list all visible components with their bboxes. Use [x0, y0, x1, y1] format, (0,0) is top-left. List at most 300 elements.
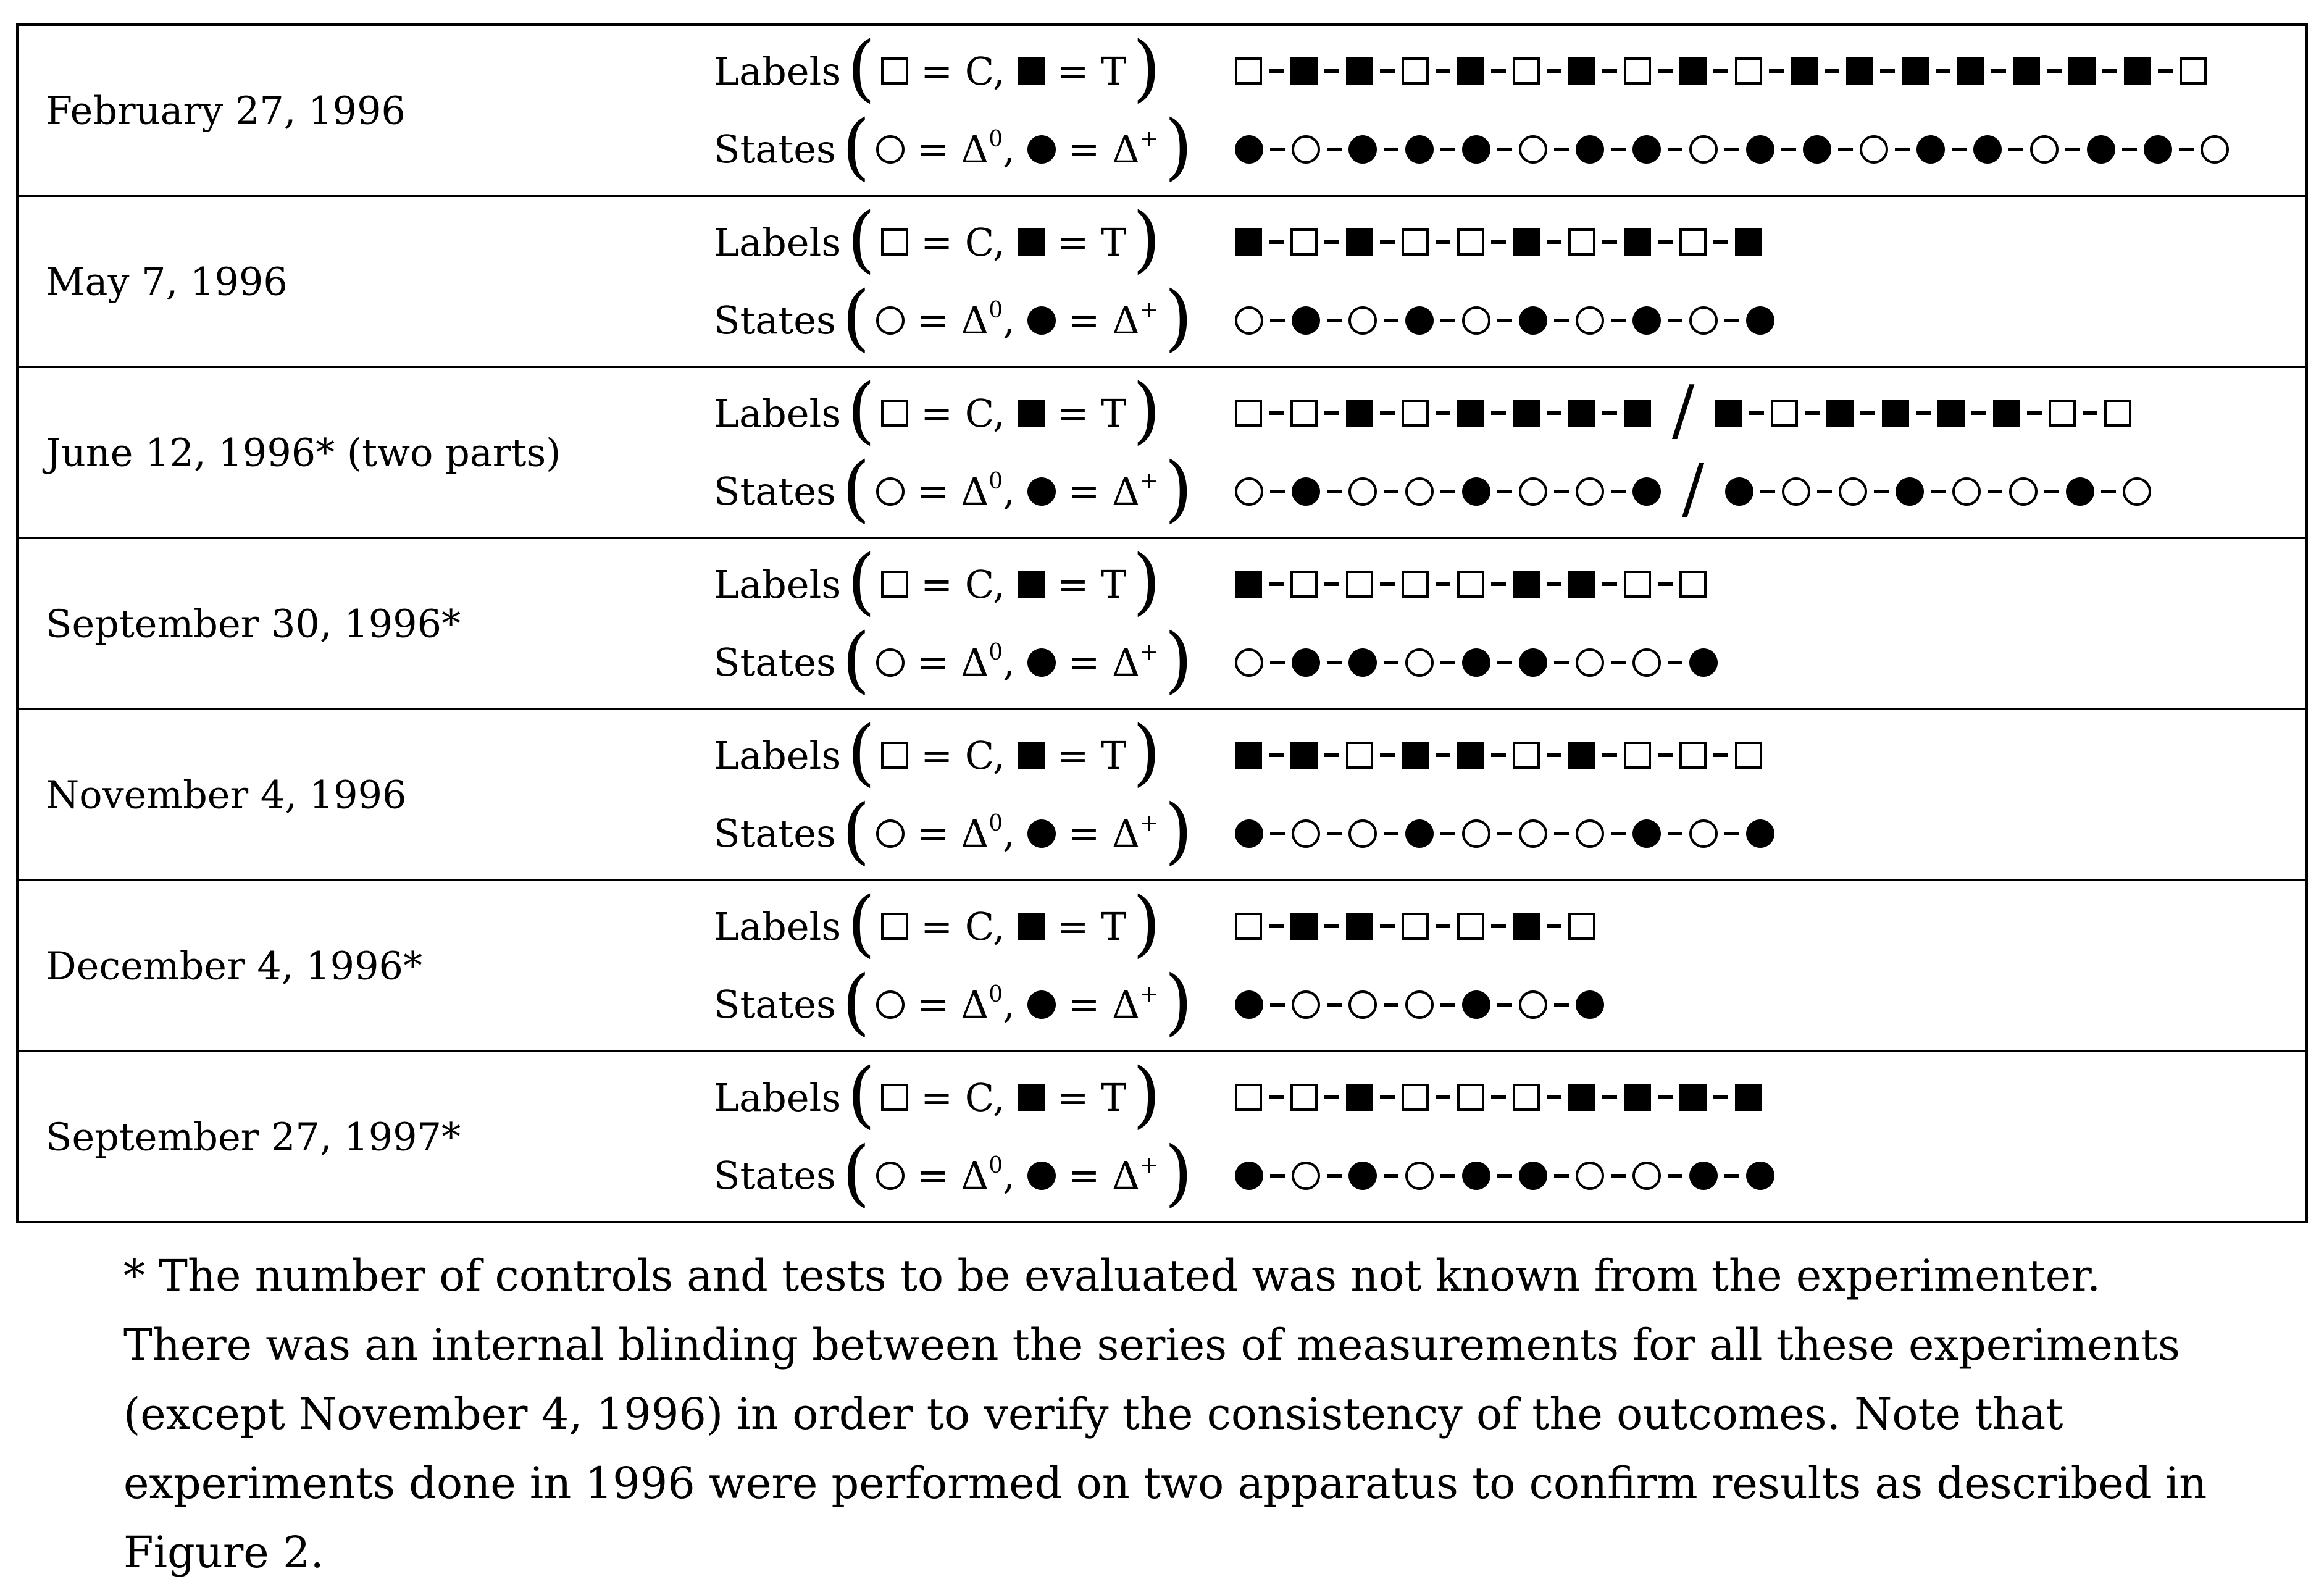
legend-test-item: [1018, 733, 1127, 778]
test-label-filled-square-icon: [1846, 57, 1873, 85]
deltaplus-sup: +: [1139, 298, 1159, 324]
delta-zero-open-circle-icon: [1519, 477, 1547, 506]
legend-delta0-text: [905, 640, 1015, 685]
open-square-icon: [881, 1084, 908, 1111]
experiment-date: December 4, 1996*: [46, 943, 422, 988]
sequence-dash: [1384, 832, 1398, 835]
control-label-open-square-icon: [1679, 742, 1707, 769]
control-label-open-square-icon: [1735, 742, 1762, 769]
open-square-icon: [881, 913, 908, 940]
states-legend: [714, 104, 1235, 188]
labels-sequence: [1235, 571, 2305, 598]
labels-legend-word: Labels: [714, 903, 842, 949]
sequence-dash: [1749, 411, 1764, 415]
control-label-open-square-icon: [1624, 742, 1651, 769]
legend-open-paren: (: [847, 711, 876, 795]
sequence-dash: [1547, 69, 1561, 73]
deltaplus-sup: +: [1139, 127, 1159, 153]
labels-part-1: [1235, 571, 1707, 598]
test-label-filled-square-icon: [1735, 228, 1762, 256]
control-label-open-square-icon: [1290, 571, 1318, 598]
states-sequence: [1235, 135, 2305, 164]
delta-zero-open-circle-icon: [1405, 990, 1434, 1019]
sequence-dash: [1769, 69, 1784, 73]
deltaplus-eq: = Δ: [1055, 127, 1140, 172]
sequence-dash: [1497, 661, 1512, 664]
test-label-filled-square-icon: [1513, 913, 1540, 940]
sequence-dash: [1611, 148, 1626, 151]
sequence-dash: [1491, 240, 1506, 244]
delta-zero-open-circle-icon: [2123, 477, 2151, 506]
test-label-filled-square-icon: [1624, 400, 1651, 427]
delta0-sup: 0: [989, 469, 1003, 495]
test-label-filled-square-icon: [1457, 57, 1484, 85]
test-label-filled-square-icon: [1290, 57, 1318, 85]
control-label-open-square-icon: [1235, 913, 1262, 940]
filled-square-icon: [1018, 400, 1045, 427]
legend-open-paren: (: [847, 27, 876, 111]
sequence-dash: [2083, 411, 2097, 415]
sequence-dash: [1269, 240, 1284, 244]
delta-plus-filled-circle-icon: [1746, 135, 1774, 164]
legend-close-paren: ): [1164, 789, 1193, 873]
delta-zero-open-circle-icon: [1462, 819, 1490, 848]
sequence-dash: [1658, 240, 1673, 244]
delta0-eq: = Δ: [905, 127, 989, 172]
delta0-comma: ,: [1003, 127, 1015, 172]
states-line: [714, 1131, 2305, 1221]
states-sequence: [1235, 450, 2305, 527]
delta-zero-open-circle-icon: [1576, 648, 1604, 677]
control-label-open-square-icon: [1290, 400, 1318, 427]
sequence-dash: [1327, 319, 1342, 322]
legend-close-paren: ): [1164, 104, 1193, 188]
sequence-dash: [1269, 69, 1284, 73]
labels-legend: [714, 27, 1235, 111]
delta-zero-open-circle-icon: [1839, 477, 1867, 506]
states-part-1: [1235, 306, 1774, 335]
footnotes: [123, 1241, 2247, 1587]
legend-open-paren: (: [842, 1131, 871, 1215]
legend-close-paren: ): [1164, 618, 1193, 701]
labels-line: [714, 539, 2305, 624]
open-circle-icon: [876, 648, 905, 677]
labels-line: [714, 26, 2305, 111]
sequence-dash: [1491, 69, 1506, 73]
delta0-eq: = Δ: [905, 982, 989, 1028]
sequence-dash: [1270, 490, 1285, 493]
deltaplus-eq: = Δ: [1055, 1153, 1140, 1199]
sequence-dash: [2065, 148, 2080, 151]
legend-test-text: = T: [1044, 732, 1127, 778]
states-line: [714, 789, 2305, 879]
labels-legend: [714, 540, 1235, 624]
filled-circle-icon: [1027, 135, 1056, 164]
test-label-filled-square-icon: [1457, 400, 1484, 427]
legend-open-paren: (: [847, 540, 876, 624]
legend-delta0-item: [876, 640, 1015, 685]
sequence-dash: [1380, 582, 1395, 586]
labels-sequence: [1235, 57, 2305, 85]
states-sequence: [1235, 819, 2305, 848]
legend-control-text: = C,: [908, 732, 1005, 778]
sequence-dash: [1436, 753, 1450, 757]
sequence-dash: [1384, 1174, 1398, 1178]
sequence-dash: [1324, 753, 1339, 757]
test-label-filled-square-icon: [1957, 57, 1984, 85]
sequence-dash: [2044, 490, 2059, 493]
legend-close-paren: ): [1132, 882, 1161, 966]
experiment-row: [19, 366, 2305, 537]
sequence-dash: [1931, 490, 1946, 493]
deltaplus-eq: = Δ: [1055, 982, 1140, 1028]
states-part-1: [1235, 477, 1661, 506]
sequence-dash: [1781, 148, 1796, 151]
test-label-filled-square-icon: [1568, 742, 1595, 769]
legend-control-item: [881, 391, 1005, 436]
experiment-date: September 30, 1996*: [46, 601, 461, 646]
control-label-open-square-icon: [1402, 400, 1429, 427]
delta-zero-open-circle-icon: [1348, 306, 1377, 335]
sequence-dash: [1658, 69, 1673, 73]
delta0-eq: = Δ: [905, 811, 989, 856]
sequence-dash: [1384, 1003, 1398, 1007]
sequence-dash: [1436, 240, 1450, 244]
legend-open-paren: (: [847, 1053, 876, 1137]
sequence-dash: [1327, 661, 1342, 664]
sequence-dash: [1440, 832, 1455, 835]
filled-square-icon: [1018, 913, 1045, 940]
test-label-filled-square-icon: [2124, 57, 2151, 85]
legend-control-text: = C,: [908, 1074, 1005, 1120]
open-square-icon: [881, 742, 908, 769]
sequence-dash: [1874, 490, 1889, 493]
delta-plus-filled-circle-icon: [1235, 1162, 1263, 1190]
legend-deltaplus-item: [1027, 469, 1158, 514]
sequence-dash: [1269, 411, 1284, 415]
test-label-filled-square-icon: [1993, 400, 2020, 427]
test-label-filled-square-icon: [1346, 228, 1373, 256]
delta-plus-filled-circle-icon: [2066, 477, 2094, 506]
test-label-filled-square-icon: [1624, 228, 1651, 256]
test-label-filled-square-icon: [1290, 913, 1318, 940]
legend-deltaplus-text: [1056, 982, 1158, 1027]
labels-sequence: [1235, 913, 2305, 940]
sequence-dash: [1602, 753, 1617, 757]
legend-open-paren: (: [842, 789, 871, 873]
sequence-dash: [1440, 490, 1455, 493]
delta-plus-filled-circle-icon: [1746, 1162, 1774, 1190]
sequence-dash: [1936, 69, 1950, 73]
control-label-open-square-icon: [1346, 571, 1373, 598]
labels-line: [714, 197, 2305, 282]
delta-zero-open-circle-icon: [2009, 477, 2038, 506]
test-label-filled-square-icon: [1882, 400, 1909, 427]
delta-zero-open-circle-icon: [1348, 990, 1377, 1019]
sequence-dash: [1547, 924, 1561, 928]
deltaplus-sup: +: [1139, 640, 1159, 666]
sequence-dash: [1440, 1003, 1455, 1007]
sequence-dash: [1668, 832, 1682, 835]
legend-open-paren: (: [847, 198, 876, 282]
open-circle-icon: [876, 819, 905, 848]
legend-delta0-text: [905, 811, 1015, 856]
delta0-comma: ,: [1003, 811, 1015, 856]
sequence-dash: [1860, 411, 1875, 415]
sequence-dash: [2027, 411, 2042, 415]
delta-plus-filled-circle-icon: [1292, 306, 1320, 335]
legend-test-item: [1018, 904, 1127, 949]
delta-plus-filled-circle-icon: [1292, 477, 1320, 506]
delta-plus-filled-circle-icon: [2144, 135, 2172, 164]
control-label-open-square-icon: [1457, 913, 1484, 940]
labels-line: [714, 1052, 2305, 1137]
sequence-dash: [1895, 148, 1910, 151]
states-line: [714, 446, 2305, 537]
states-line: [714, 960, 2305, 1050]
legend-deltaplus-text: [1056, 127, 1158, 172]
delta-plus-filled-circle-icon: [1803, 135, 1831, 164]
sequence-dash: [1611, 490, 1626, 493]
labels-legend: [714, 882, 1235, 966]
sequence-dash: [2158, 69, 2173, 73]
states-sequence: [1235, 1162, 2305, 1190]
delta-zero-open-circle-icon: [1292, 1162, 1320, 1190]
sequence-dash: [1825, 69, 1839, 73]
sequence-dash: [1602, 411, 1617, 415]
states-line: [714, 104, 2305, 195]
filled-circle-icon: [1027, 1162, 1056, 1190]
legend-open-paren: (: [842, 960, 871, 1044]
labels-legend-word: Labels: [714, 561, 842, 607]
test-label-filled-square-icon: [1235, 228, 1262, 256]
filled-circle-icon: [1027, 819, 1056, 848]
sequence-dash: [2008, 148, 2023, 151]
deltaplus-eq: = Δ: [1055, 811, 1140, 856]
labels-legend: [714, 1053, 1235, 1137]
sequence-dash: [1497, 832, 1512, 835]
states-part-1: [1235, 1162, 1774, 1190]
sequence-dash: [1491, 753, 1506, 757]
delta-zero-open-circle-icon: [1952, 477, 1981, 506]
sequence-dash: [1805, 411, 1820, 415]
control-label-open-square-icon: [1402, 57, 1429, 85]
sequence-dash: [1269, 1095, 1284, 1099]
sequence-dash: [1658, 582, 1673, 586]
legend-deltaplus-item: [1027, 640, 1158, 685]
sequence-dash: [1324, 924, 1339, 928]
legend-delta0-text: [905, 982, 1015, 1027]
labels-legend-word: Labels: [714, 219, 842, 265]
legend-control-item: [881, 562, 1005, 607]
test-label-filled-square-icon: [1791, 57, 1818, 85]
sequence-dash: [1436, 69, 1450, 73]
delta-plus-filled-circle-icon: [1746, 819, 1774, 848]
legend-control-text: = C,: [908, 390, 1005, 436]
part-separator: /: [1682, 450, 1705, 527]
control-label-open-square-icon: [1513, 1084, 1540, 1111]
legend-test-text: = T: [1044, 219, 1127, 265]
sequence-dash: [1269, 753, 1284, 757]
sequence-dash: [1602, 240, 1617, 244]
sequence-dash: [1384, 490, 1398, 493]
delta-plus-filled-circle-icon: [1916, 135, 1945, 164]
sequence-dash: [1760, 490, 1775, 493]
open-circle-icon: [876, 990, 905, 1019]
sequence-dash: [1491, 582, 1506, 586]
sequence-dash: [1817, 490, 1832, 493]
control-label-open-square-icon: [1568, 913, 1595, 940]
sequence-dash: [1324, 582, 1339, 586]
delta0-sup: 0: [989, 811, 1003, 837]
delta-zero-open-circle-icon: [1782, 477, 1810, 506]
filled-circle-icon: [1027, 477, 1056, 506]
labels-legend-word: Labels: [714, 48, 842, 94]
delta-plus-filled-circle-icon: [1632, 477, 1661, 506]
test-label-filled-square-icon: [1568, 571, 1595, 598]
control-label-open-square-icon: [1457, 1084, 1484, 1111]
delta-zero-open-circle-icon: [1632, 648, 1661, 677]
sequence-dash: [1324, 69, 1339, 73]
sequence-dash: [1668, 661, 1682, 664]
states-legend: [714, 789, 1235, 873]
legend-close-paren: ): [1164, 446, 1193, 530]
delta-zero-open-circle-icon: [1632, 1162, 1661, 1190]
legend-close-paren: ): [1132, 540, 1161, 624]
sequence-dash: [1611, 832, 1626, 835]
sequence-dash: [1547, 1095, 1561, 1099]
sequence-dash: [1668, 319, 1682, 322]
delta0-comma: ,: [1003, 298, 1015, 343]
sequence-dash: [1327, 1003, 1342, 1007]
delta-zero-open-circle-icon: [1689, 306, 1718, 335]
delta-plus-filled-circle-icon: [1235, 990, 1263, 1019]
states-legend: [714, 275, 1235, 359]
sequence-dash: [1668, 148, 1682, 151]
experiment-row: [19, 26, 2305, 195]
states-line: [714, 618, 2305, 708]
experiment-date: May 7, 1996: [46, 259, 288, 304]
sequence-dash: [1269, 582, 1284, 586]
legend-delta0-text: [905, 469, 1015, 514]
legend-deltaplus-text: [1056, 469, 1158, 514]
control-label-open-square-icon: [1457, 228, 1484, 256]
delta-zero-open-circle-icon: [1405, 648, 1434, 677]
delta-plus-filled-circle-icon: [1235, 135, 1263, 164]
sequence-dash: [1880, 69, 1895, 73]
sequence-dash: [1602, 582, 1617, 586]
legend-deltaplus-text: [1056, 1153, 1158, 1198]
sequence-dash: [1547, 582, 1561, 586]
sequence-dash: [1554, 661, 1569, 664]
delta0-sup: 0: [989, 982, 1003, 1008]
legend-close-paren: ): [1132, 198, 1161, 282]
asterisk-footnote: * The number of controls and tests to be evaluated was not known from the experimenter.: [123, 1250, 2101, 1301]
sequence-dash: [1547, 240, 1561, 244]
delta-plus-filled-circle-icon: [1576, 990, 1604, 1019]
sequence-dash: [1324, 1095, 1339, 1099]
legend-test-item: [1018, 391, 1127, 436]
delta-plus-filled-circle-icon: [1973, 135, 2002, 164]
legend-test-text: = T: [1044, 903, 1127, 949]
sequence-dash: [1436, 1095, 1450, 1099]
deltaplus-eq: = Δ: [1055, 469, 1140, 514]
sequence-dash: [1380, 411, 1395, 415]
legend-delta0-text: [905, 1153, 1015, 1198]
delta0-sup: 0: [989, 1153, 1003, 1179]
test-label-filled-square-icon: [1826, 400, 1854, 427]
test-label-filled-square-icon: [1715, 400, 1742, 427]
sequence-dash: [1491, 1095, 1506, 1099]
labels-legend-word: Labels: [714, 732, 842, 778]
delta-plus-filled-circle-icon: [2087, 135, 2115, 164]
sequence-dash: [1497, 1174, 1512, 1178]
sequence-dash: [1611, 319, 1626, 322]
states-part-1: [1235, 648, 1718, 677]
delta-plus-filled-circle-icon: [1746, 306, 1774, 335]
labels-part-1: [1235, 57, 2207, 85]
sequence-dash: [1554, 148, 1569, 151]
delta-plus-filled-circle-icon: [1348, 135, 1377, 164]
control-label-open-square-icon: [1624, 57, 1651, 85]
control-label-open-square-icon: [1346, 742, 1373, 769]
sequence-dash: [1554, 1003, 1569, 1007]
sequence-dash: [1611, 661, 1626, 664]
filled-square-icon: [1018, 1084, 1045, 1111]
sequence-dash: [1380, 69, 1395, 73]
experiment-row: [19, 195, 2305, 366]
open-circle-icon: [876, 1162, 905, 1190]
legend-delta0-text: [905, 127, 1015, 172]
labels-sequence: [1235, 1084, 2305, 1111]
delta-zero-open-circle-icon: [1235, 648, 1263, 677]
delta-zero-open-circle-icon: [2201, 135, 2229, 164]
control-label-open-square-icon: [1679, 571, 1707, 598]
delta-plus-filled-circle-icon: [1462, 648, 1490, 677]
sequence-dash: [1440, 1174, 1455, 1178]
states-legend-word: States: [714, 298, 836, 343]
delta-plus-filled-circle-icon: [1689, 1162, 1718, 1190]
sequence-dash: [1713, 1095, 1728, 1099]
sequence-dash: [1658, 753, 1673, 757]
delta-plus-filled-circle-icon: [1632, 819, 1661, 848]
sequence-dash: [1658, 1095, 1673, 1099]
deltaplus-eq: = Δ: [1055, 298, 1140, 343]
deltaplus-sup: +: [1139, 982, 1159, 1008]
open-square-icon: [881, 228, 908, 256]
legend-test-item: [1018, 1075, 1127, 1120]
delta0-comma: ,: [1003, 982, 1015, 1028]
experiment-row: [19, 708, 2305, 879]
test-label-filled-square-icon: [1735, 1084, 1762, 1111]
sequence-dash: [1324, 411, 1339, 415]
sequence-dash: [1988, 490, 2002, 493]
delta-plus-filled-circle-icon: [1689, 648, 1718, 677]
states-legend-word: States: [714, 982, 836, 1028]
states-sequence: [1235, 648, 2305, 677]
labels-part-2: [1715, 400, 2131, 427]
legend-deltaplus-text: [1056, 640, 1158, 685]
sequence-dash: [1327, 490, 1342, 493]
test-label-filled-square-icon: [1679, 57, 1707, 85]
control-label-open-square-icon: [1513, 742, 1540, 769]
labels-part-1: [1235, 1084, 1762, 1111]
sequence-dash: [1436, 924, 1450, 928]
legend-delta0-item: [876, 469, 1015, 514]
legend-test-item: [1018, 562, 1127, 607]
sequence-dash: [1436, 582, 1450, 586]
control-label-open-square-icon: [1235, 57, 1262, 85]
